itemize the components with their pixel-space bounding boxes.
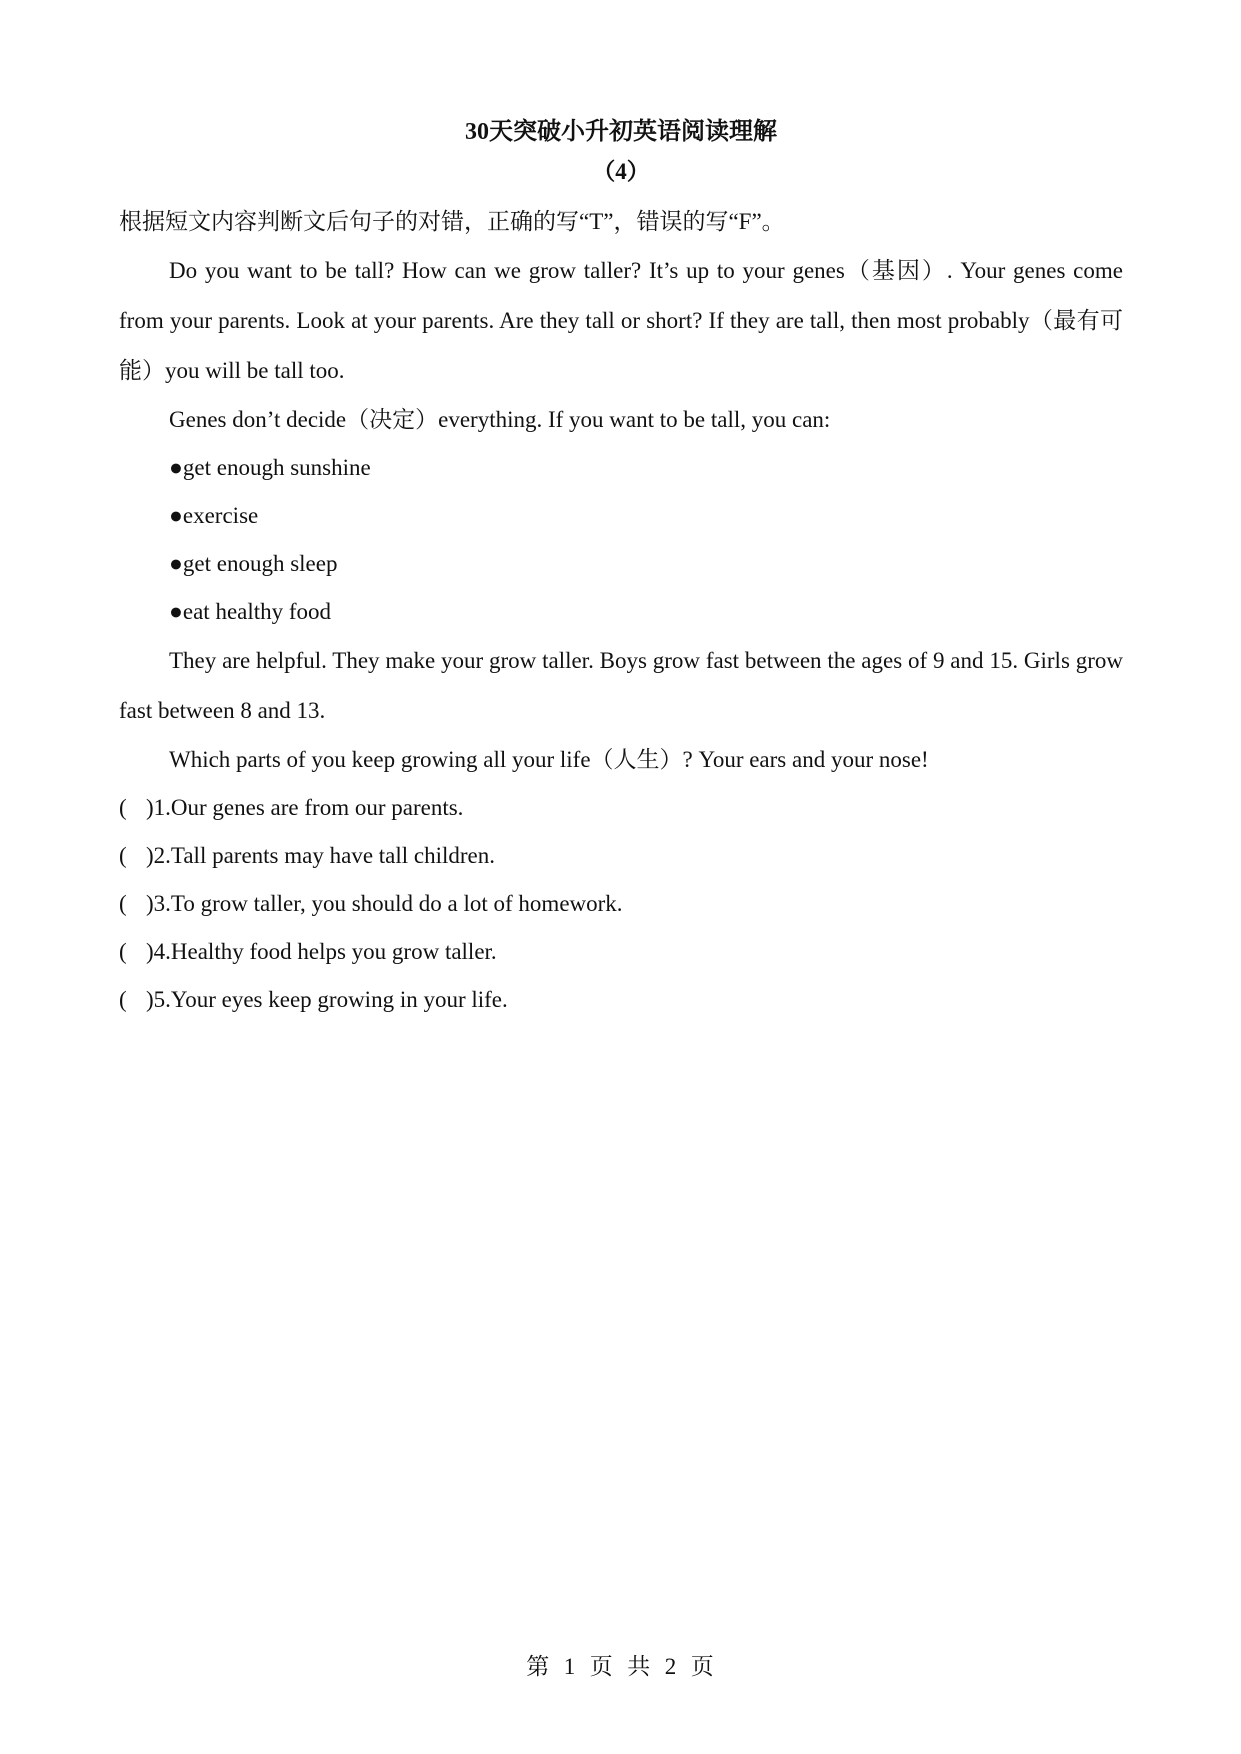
page-number: 第 1 页 共 2 页 — [526, 1654, 715, 1679]
question-item-5 — [119, 976, 1123, 1024]
answer-blank: ( — [119, 843, 127, 868]
instruction-text: 根据短文内容判断文后句子的对错，正确的写“T”，错误的写“F”。 — [119, 209, 785, 234]
question-item-4 — [119, 928, 1123, 976]
question-text: )4.Healthy food helps you grow taller. — [146, 939, 497, 964]
question-item-1 — [119, 784, 1123, 832]
page-footer — [0, 1652, 1241, 1682]
question-text: )5.Your eyes keep growing in your life. — [146, 987, 508, 1012]
passage-paragraph-4: Which parts of you keep growing all your life（人生）? Your ears and your nose! — [169, 747, 929, 772]
question-text: )2.Tall parents may have tall children. — [146, 843, 496, 868]
passage-paragraph-2: Genes don’t decide（决定）everything. If you want to be tall, you can: — [169, 407, 831, 432]
document-title: 30天突破小升初英语阅读理解 — [465, 119, 777, 145]
bullet-item: ●get enough sunshine — [169, 455, 371, 480]
answer-blank: ( — [119, 939, 127, 964]
passage-paragraph-1: Do you want to be tall? How can we grow taller? It’s up to your genes（基因）. Your genes come from your parents. Look at your parents. Are they tall or short? If they are tall, then most probably（最有可能）you will be tall too. — [119, 258, 1123, 383]
passage-paragraph-3: They are helpful. They make your grow taller. Boys grow fast between the ages of 9 and 15. Girls grow fast between 8 and 13. — [119, 648, 1123, 723]
question-text: )3.To grow taller, you should do a lot of homework. — [146, 891, 623, 916]
document-subtitle: （4） — [592, 159, 650, 184]
question-item-3 — [119, 880, 1123, 928]
question-text: )1.Our genes are from our parents. — [146, 795, 464, 820]
document-body — [119, 112, 1123, 1024]
answer-blank: ( — [119, 891, 127, 916]
question-item-2 — [119, 832, 1123, 880]
bullet-item: ●eat healthy food — [169, 599, 332, 624]
bullet-item: ●get enough sleep — [169, 551, 338, 576]
answer-blank: ( — [119, 795, 127, 820]
answer-blank: ( — [119, 987, 127, 1012]
bullet-item: ●exercise — [169, 503, 259, 528]
